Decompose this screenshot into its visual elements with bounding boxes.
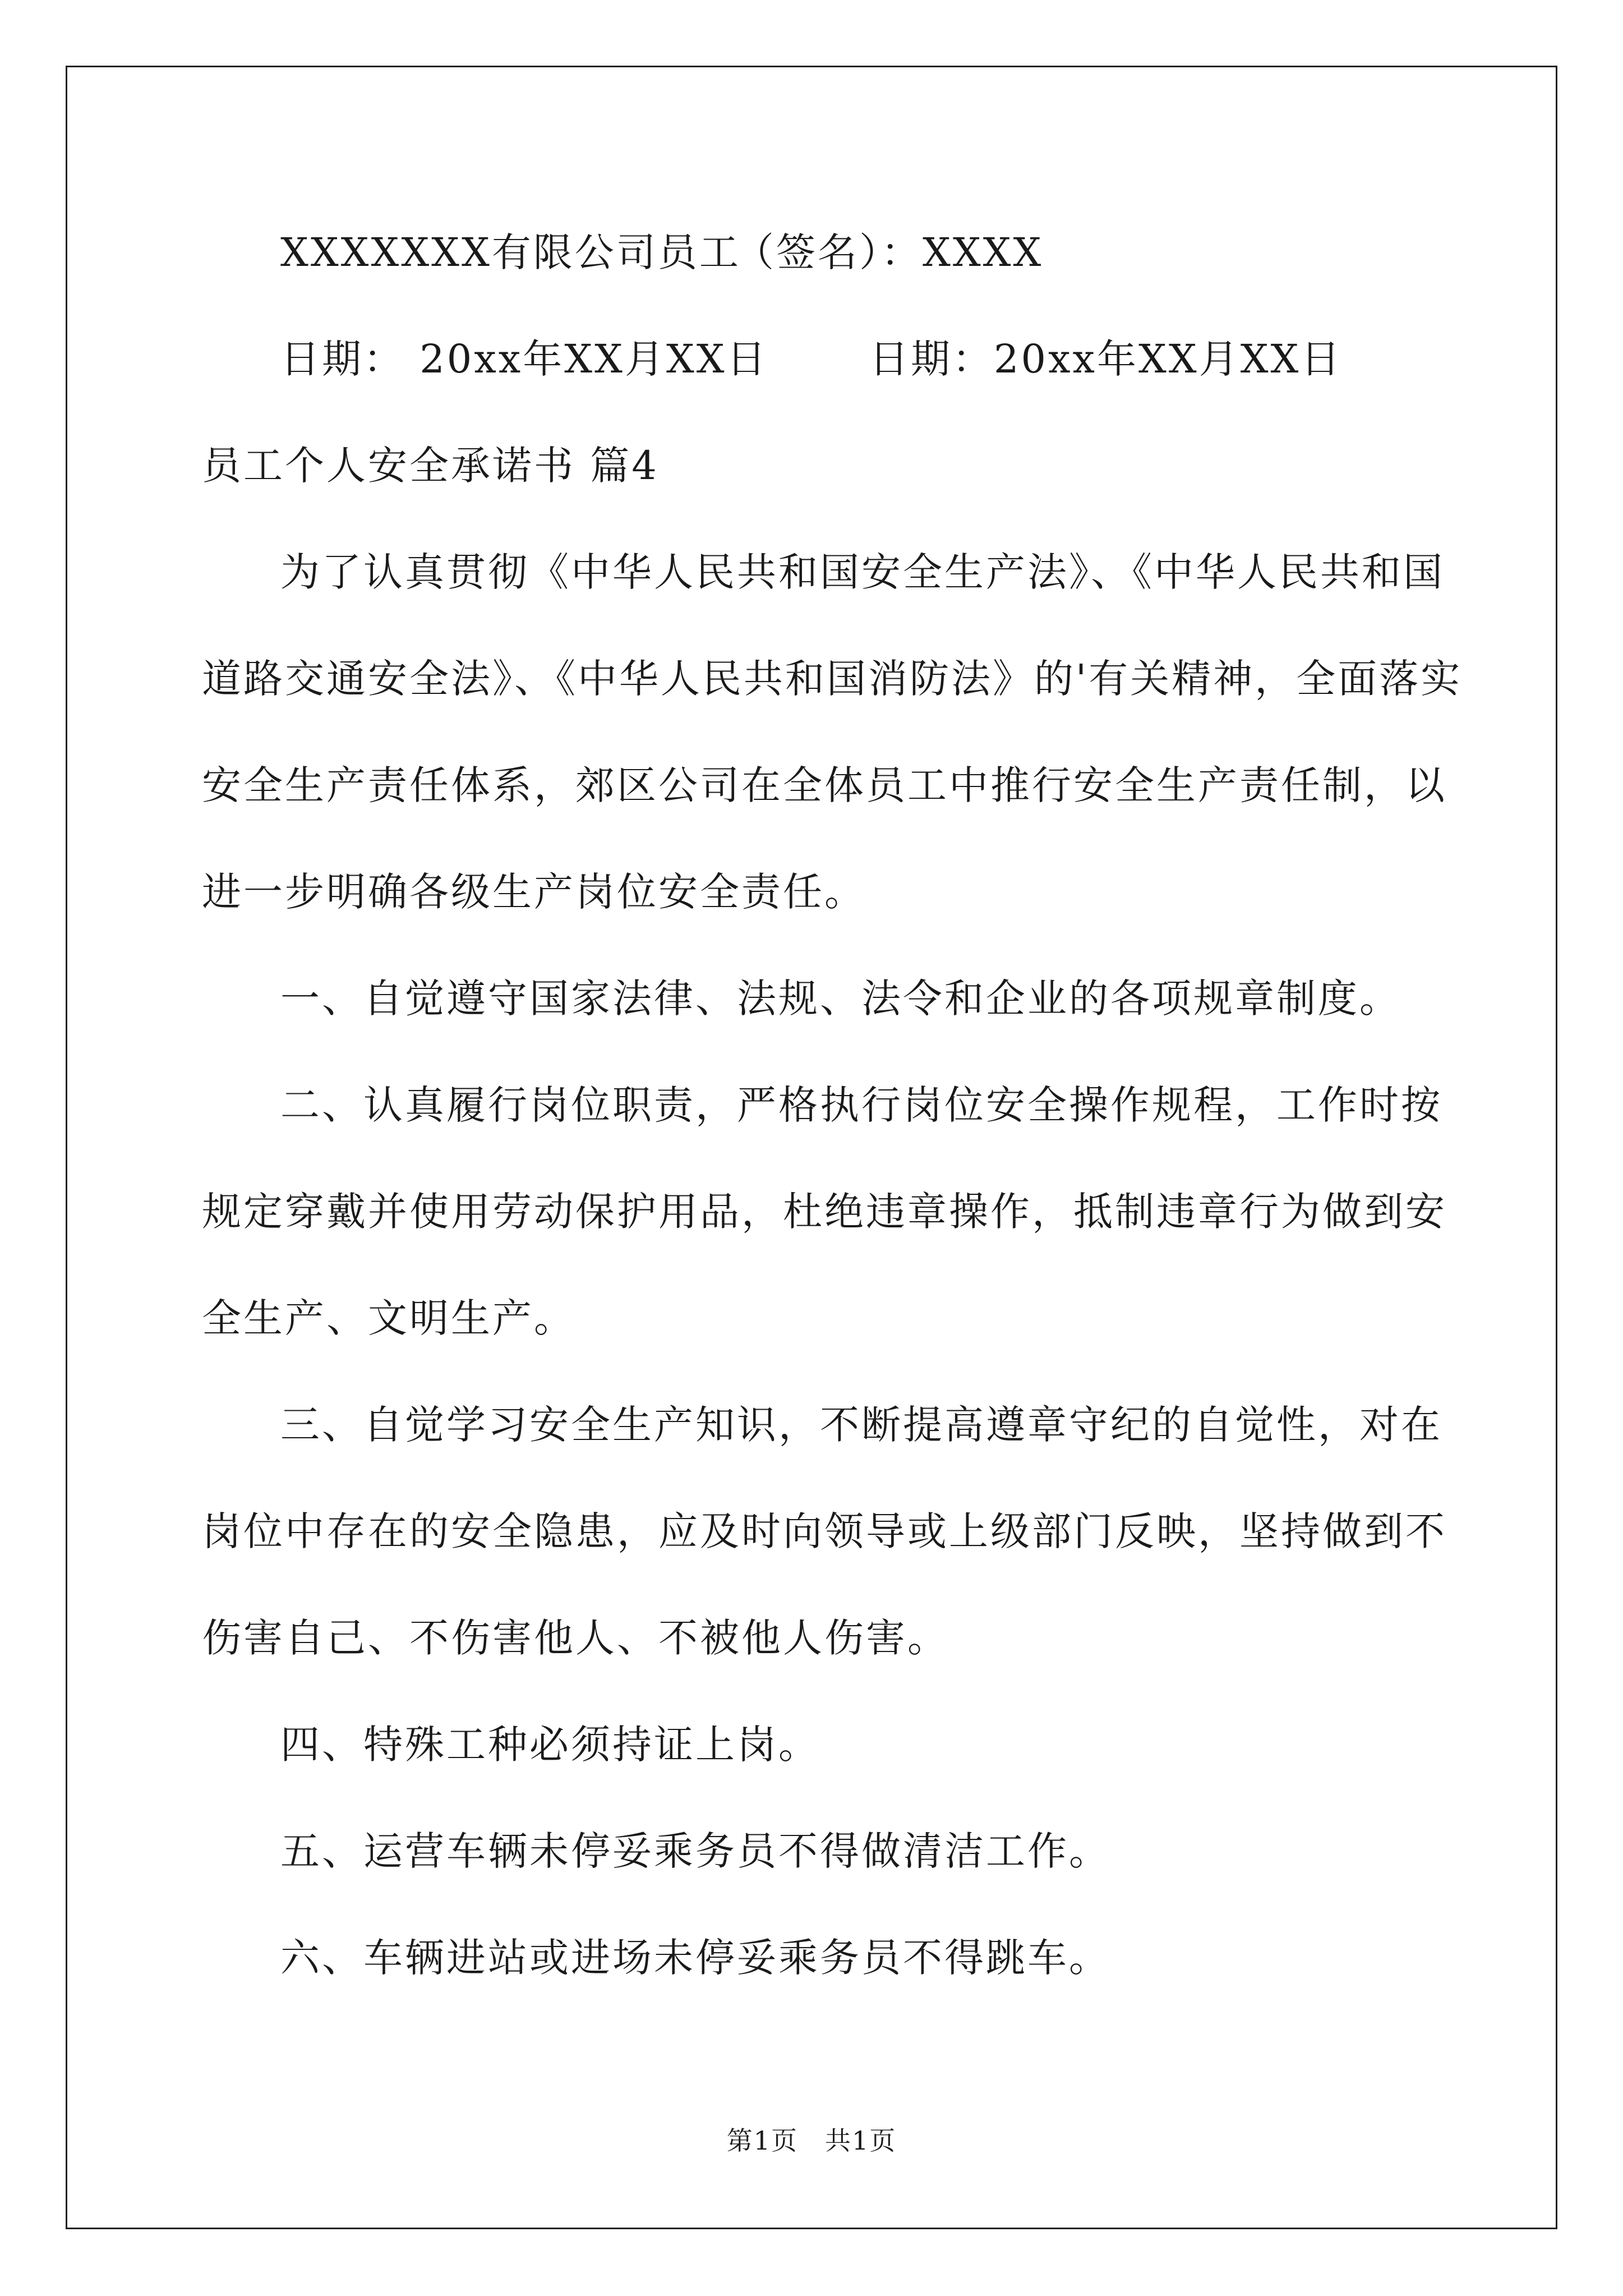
intro-line-4: 进一步明确各级生产岗位安全责任。 [202, 869, 866, 915]
item-6-line-1: 六、车辆进站或进场未停妥乘务员不得跳车。 [280, 1935, 1110, 1981]
item-3-line-3: 伤害自己、不伤害他人、不被他人伤害。 [202, 1615, 949, 1661]
page-border [66, 66, 1557, 2229]
signature-company-line: XXXXXXX有限公司员工 [280, 229, 741, 275]
item-4-line-1: 四、特殊工种必须持证上岗。 [280, 1722, 820, 1768]
item-2-line-1: 二、认真履行岗位职责，严格执行岗位安全操作规程，工作时按 [280, 1082, 1442, 1128]
signature-sign-line: （签名）：XXXX [735, 229, 1044, 275]
item-2-line-2: 规定穿戴并使用劳动保护用品，杜绝违章操作，抵制违章行为做到安 [202, 1189, 1447, 1235]
date-left: 日期： 20xx年XX月XX日 [280, 336, 768, 382]
item-2-line-3: 全生产、文明生产。 [202, 1295, 575, 1341]
intro-line-1: 为了认真贯彻《中华人民共和国安全生产法》、《中华人民共和国 [280, 549, 1445, 595]
date-right: 日期：20xx年XX月XX日 [869, 336, 1343, 382]
intro-line-3: 安全生产责任体系，郊区公司在全体员工中推行安全生产责任制，以 [202, 762, 1447, 808]
item-5-line-1: 五、运营车辆未停妥乘务员不得做清洁工作。 [280, 1828, 1110, 1874]
item-3-line-2: 岗位中存在的安全隐患，应及时向领导或上级部门反映，坚持做到不 [202, 1508, 1447, 1554]
item-3-line-1: 三、自觉学习安全生产知识，不断提高遵章守纪的自觉性，对在 [280, 1402, 1442, 1448]
item-1-line-1: 一、自觉遵守国家法律、法规、法令和企业的各项规章制度。 [280, 976, 1401, 1022]
page-footer: 第1页 共1页 [726, 2125, 897, 2156]
section-heading: 员工个人安全承诺书 篇4 [202, 443, 659, 489]
intro-line-2: 道路交通安全法》、《中华人民共和国消防法》的'有关精神，全面落实 [202, 656, 1463, 702]
